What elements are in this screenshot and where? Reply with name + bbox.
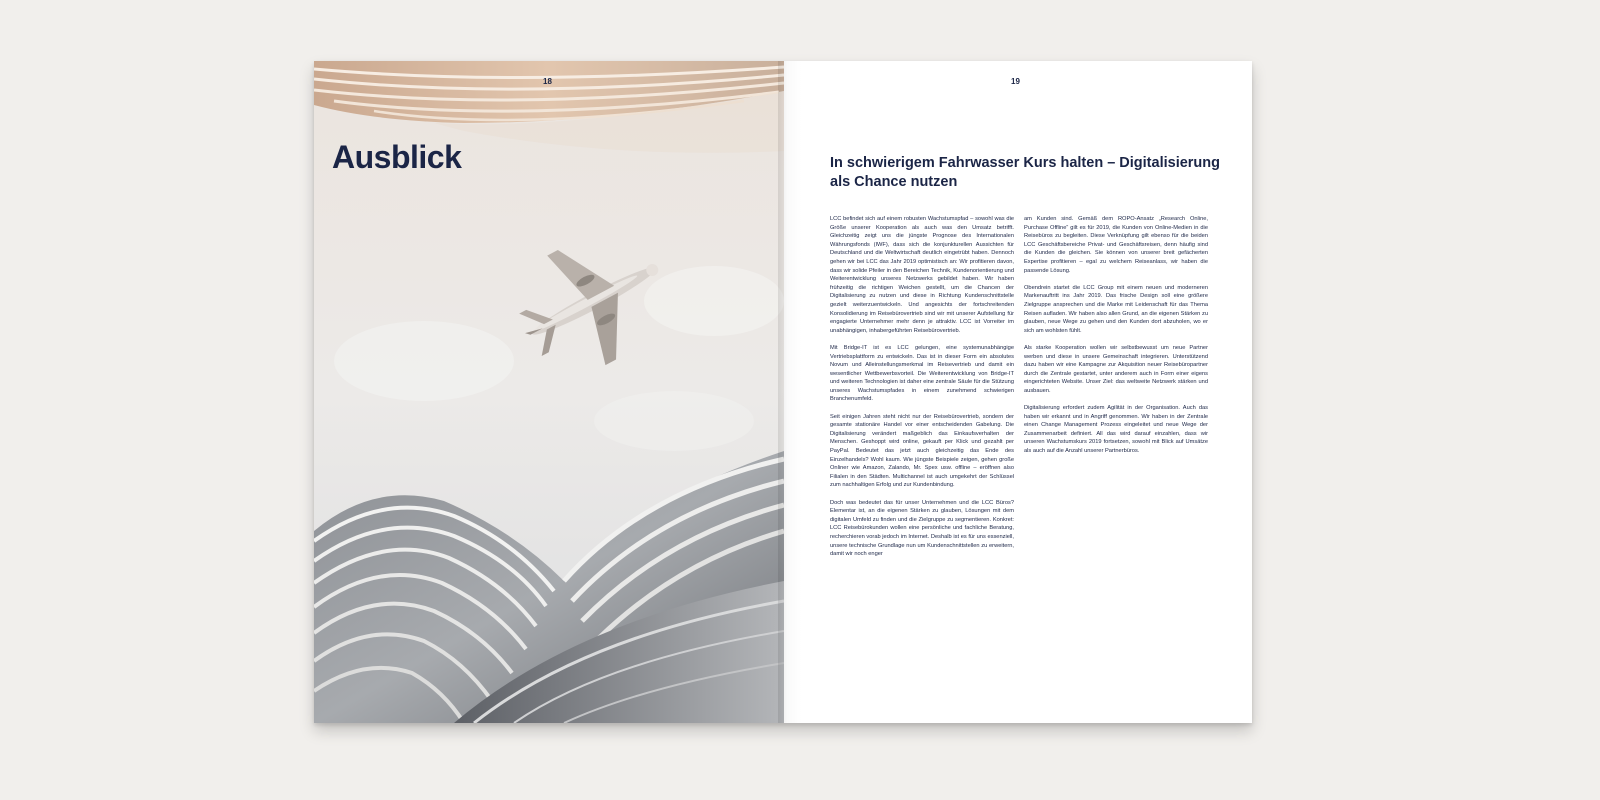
page-title: Ausblick: [332, 139, 462, 175]
brochure-spread: [314, 61, 1252, 723]
page-number-left: 18: [543, 77, 552, 86]
left-page: [314, 61, 784, 723]
paragraph: Mit Bridge-IT ist es LCC gelungen, eine systemunabhängige Vertriebsplattform zu entwickeln. Das ist in dieser Form ein absolutes Novum und Alleinstellungsmerkmal im Reisevertrieb und damit ein wesentlicher Wettbewerbsvorteil. Die Weiterentwicklung von Bridge-IT und weiteren Technologien ist daher eine zentrale Säule für die Stützung unseres Wachstumspfades in einem zunehmend schwierigen Branchenumfeld.: [830, 344, 1014, 403]
paragraph: Als starke Kooperation wollen wir selbstbewusst um neue Partner werben und diese in unsere Gemeinschaft integrieren. Unterstützend dazu haben wir eine Kampagne zur Akquisition neuer Reisebüropartner durch die Zentrale gestartet, unter anderem auch in Form einer eigens eingerichteten Website. Unser Ziel: das weltweite Netzwerk stärken und ausbauen.: [1024, 344, 1208, 394]
paragraph: Doch was bedeutet das für unser Unternehmen und die LCC Büros? Elementar ist, an die eigenen Stärken zu glauben, Lösungen mit dem digitalen Umfeld zu finden und die Zielgruppe zu segmentieren. Konkret: LCC Reisebürokunden wollen eine persönliche und fachliche Beratung, recherchieren vorab jedoch im Internet. Deshalb ist es für uns essenziell, unsere technische Grundlage nun um Kundenschnittstellen zu erweitern, damit wir noch enger: [830, 499, 1014, 558]
page-number-right: 19: [1011, 77, 1020, 86]
paragraph: LCC befindet sich auf einem robusten Wachstumspfad – sowohl was die Größe unserer Kooperation als auch was den Umsatz betrifft. Gleichzeitig zeigt uns die jüngste Prognose des Internationalen Währungsfonds (IWF), dass sich die konjunkturellen Aussichten für Deutschland und die Weltwirtschaft deutlich eingetrübt haben. Dennoch gehen wir bei LCC das Jahr 2019 optimistisch an: Wir profitieren davon, dass wir solide Pfeiler in den Bereichen Technik, Kundenorientierung und Weiterentwicklung unseres Netzwerks gebildet haben. Wir haben frühzeitig die richtigen Weichen gestellt, um die Chancen der Digitalisierung zu nutzen und diese in Richtung Kundenschnittstelle gezielt weiterzuentwickeln. Und angesichts der fortschreitenden Konsolidierung im Reisebürovertrieb sind wir mit unserer Aufstellung für engagierte Unternehmer mehr denn je attraktiv. LCC ist Vorreiter im unabhängigen, inhabergeführten Reisebürovertrieb.: [830, 216, 1014, 334]
text-column-2: [1024, 215, 1208, 464]
paragraph: am Kunden sind. Gemäß dem ROPO-Ansatz „Research Online, Purchase Offline“ gilt es für 2019, die Kunden von Online-Medien in die Reisebüros zu begleiten. Diese Verknüpfung gilt ebenso für die beiden LCC Geschäftsbereiche Privat- und Geschäftsreisen, denn häufig sind die Kunden die gleichen. Sie können von unserer breit gefächerten Expertise profitieren – egal zu welchem Reiseanlass, wir haben die passende Lösung.: [1024, 216, 1208, 274]
right-page: [784, 61, 1252, 723]
paragraph: Seit einigen Jahren steht nicht nur der Reisebürovertrieb, sondern der gesamte stationäre Handel vor einer entscheidenden Gabelung. Die Digitalisierung verändert maßgeblich das Einkaufsverhalten der Menschen. Geshoppt wird online, gekauft per Klick und gezahlt per PayPal. Bedeutet das jetzt auch gleichzeitig das Ende des Einzelhandels? Wohl kaum. Wie jüngste Beispiele zeigen, gehen große Onliner wie Amazon, Zalando, Mr. Spex usw. offline – eröffnen also Filialen in den Städten. Multichannel ist auch umgekehrt der Schlüssel zum nachhaltigen Erfolg und zur Kundenbindung.: [830, 413, 1014, 489]
paragraph: Obendrein startet die LCC Group mit einem neuen und moderneren Markenauftritt ins Jahr 2019. Das frische Design soll eine größere Zielgruppe ansprechen und die Marke mit Leidenschaft für das Thema Reisen aufladen. Wir haben also allen Grund, an die eigenen Stärken zu glauben, neue Wege zu gehen und den Kunden dort abzuholen, wo er sich am wohlsten fühlt.: [1024, 284, 1208, 334]
article-heading: In schwierigem Fahrwasser Kurs halten – Digitalisierung als Chance nutzen: [830, 155, 1221, 190]
text-column-1: [830, 215, 1014, 567]
paragraph: Digitalisierung erfordert zudem Agilität in der Organisation. Auch das haben wir erkannt und in Angriff genommen. Wir haben in der Zentrale einen Change Management Prozess eingeleitet und neue Wege der Zusammenarbeit definiert. All das wird darauf einzahlen, dass wir unseren Wachstumskurs 2019 fortsetzen, sowohl mit Blick auf Umsätze als auch auf die Anzahl unserer Partnerbüros.: [1024, 405, 1208, 455]
